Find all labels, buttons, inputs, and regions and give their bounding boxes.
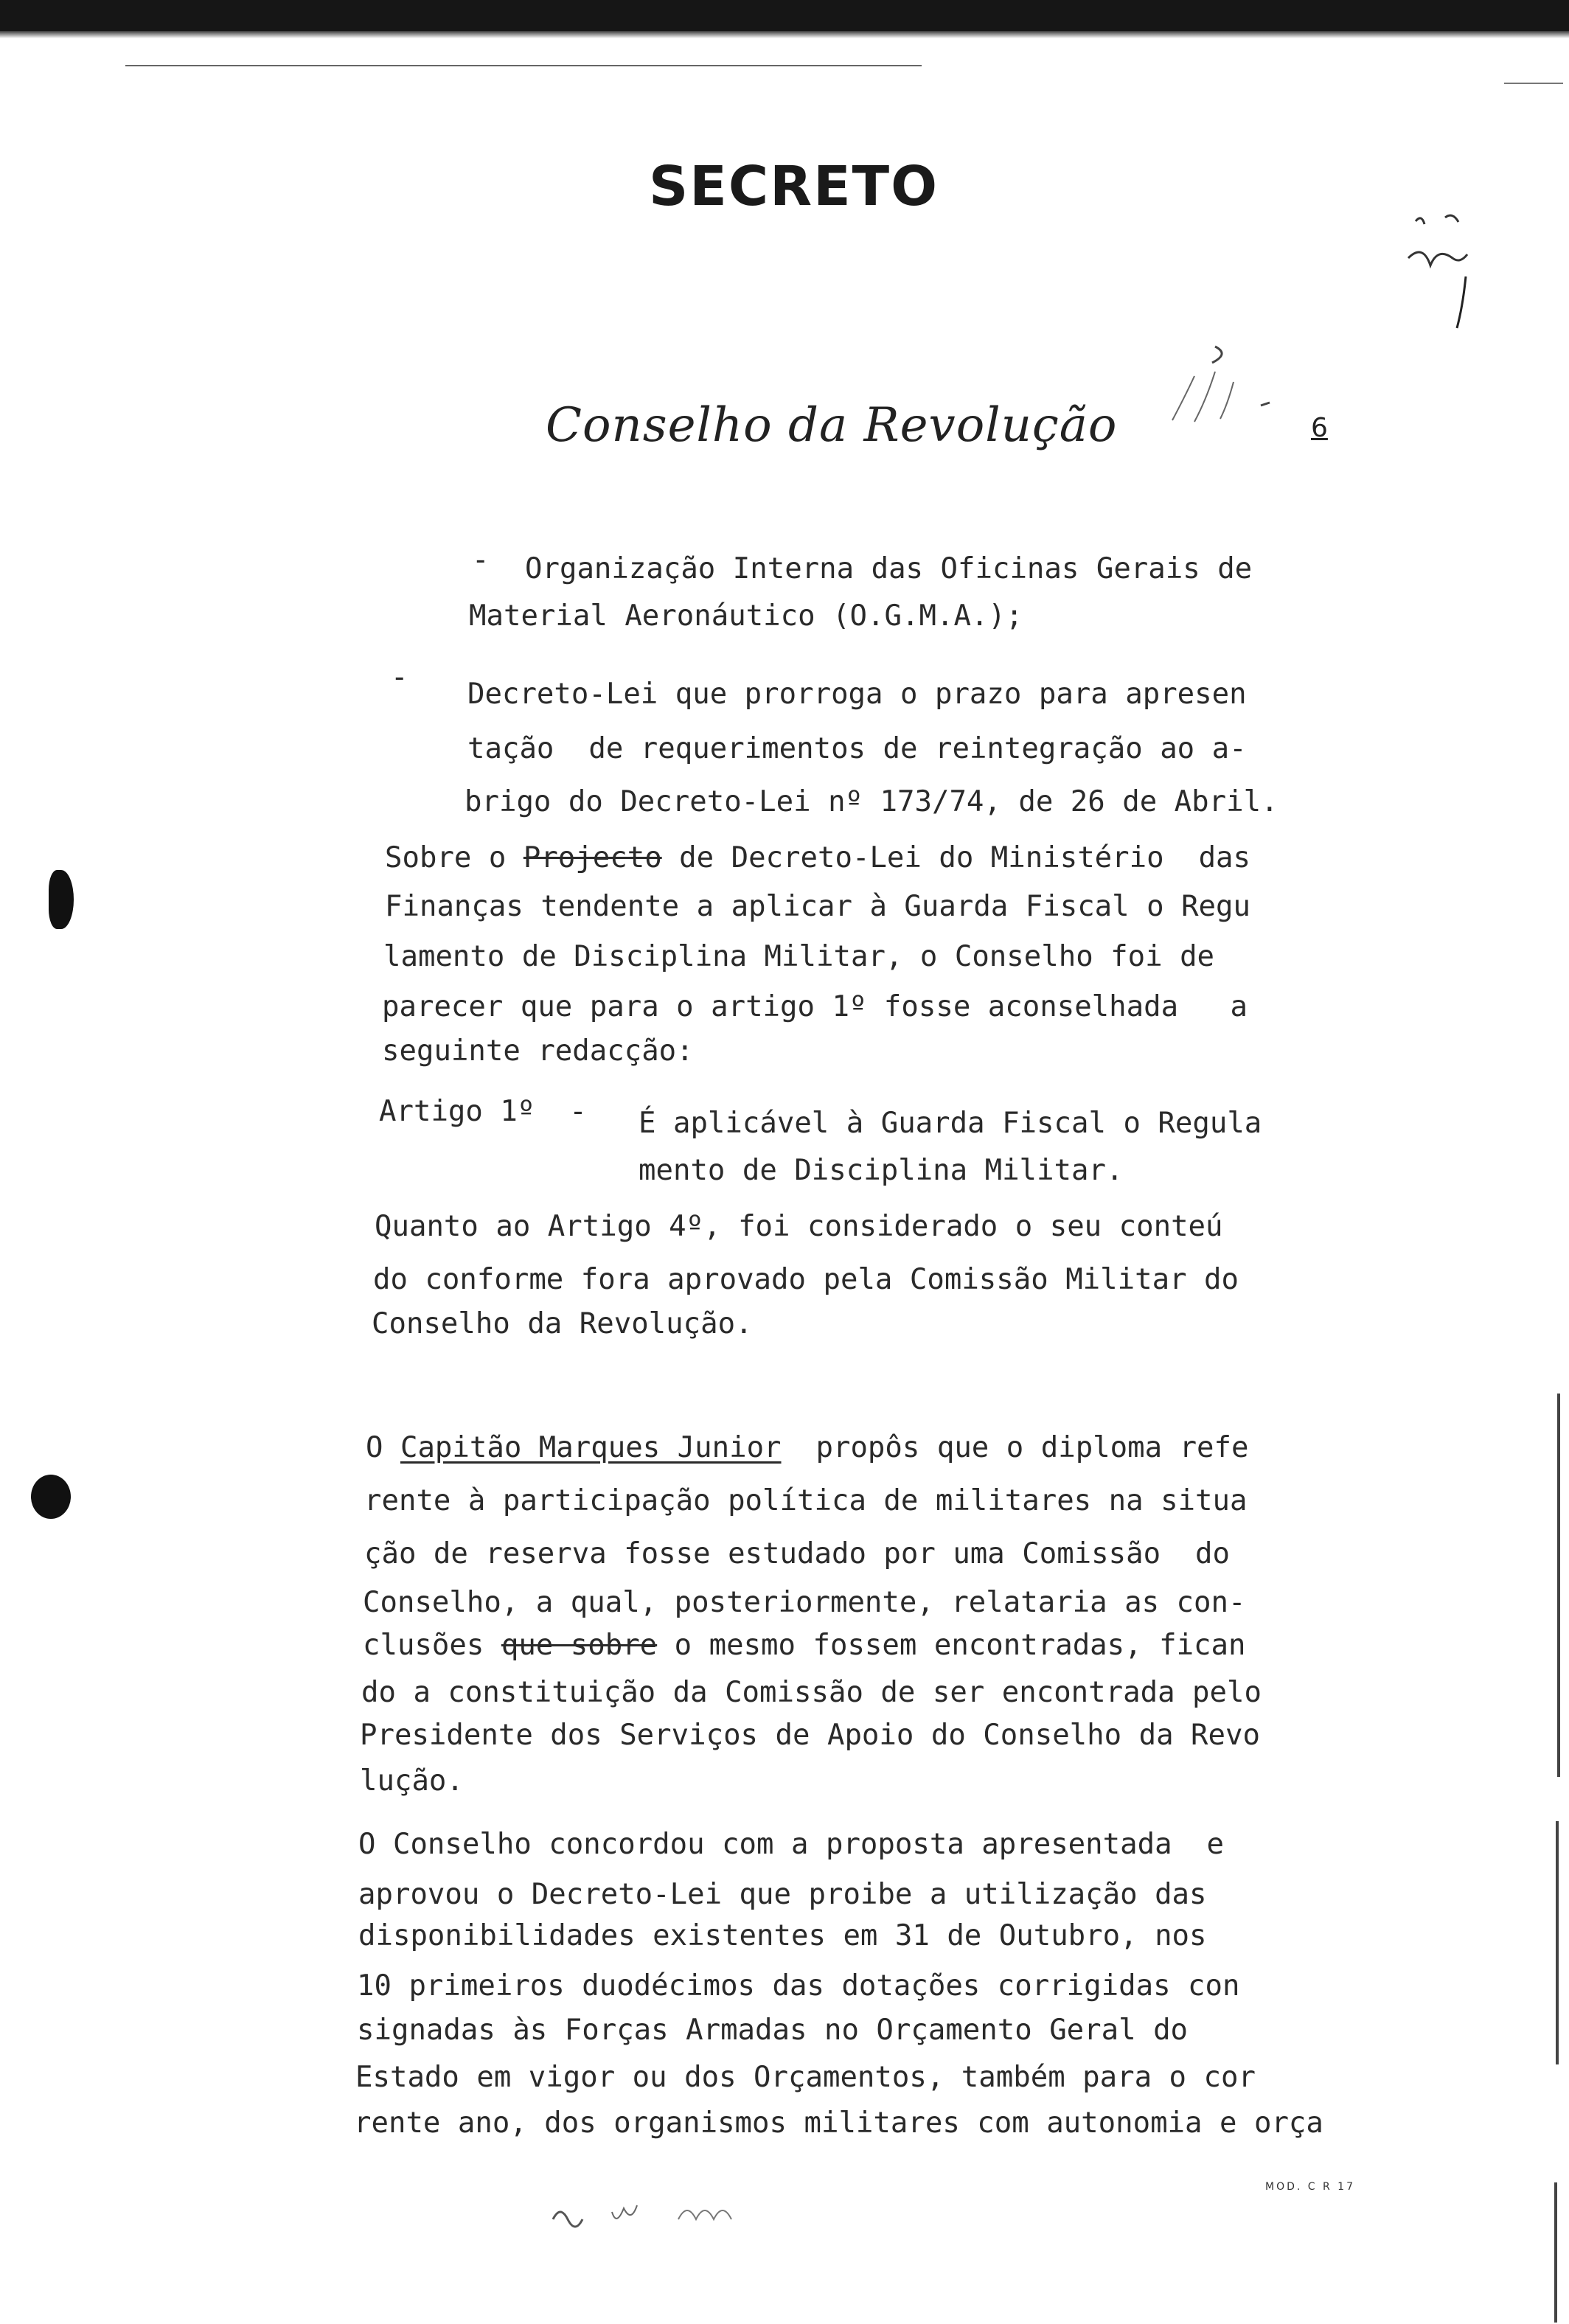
scan-top-edge [0,0,1569,31]
conselho-line-3: disponibilidades existentes em 31 de Outubro, nos [358,1919,1207,1952]
agenda-dash-2: - [391,661,408,694]
artigo-text-line-2: mento de Disciplina Militar. [639,1154,1124,1187]
handwritten-mark [1150,339,1283,435]
agenda-item-1-line-1: Organização Interna das Oficinas Gerais de [525,552,1253,585]
conselho-line-7: rente ano, dos organismos militares com autonomia e orça [354,2106,1323,2140]
projecto-line-1-pre: Sobre o [385,841,523,874]
capitao-name: Capitão Marques Junior [400,1431,782,1464]
form-code: MOD. C R 17 [1265,2181,1355,2193]
agenda-item-1-line-2: Material Aeronáutico (O.G.M.A.); [469,599,1023,633]
capitao-line-4: Conselho, a qual, posteriormente, relataria as con- [363,1586,1246,1619]
letterhead-title: Conselho da Revolução [546,398,1118,453]
agenda-item-2-line-3: brigo do Decreto-Lei nº 173/74, de 26 de Abril. [465,785,1278,818]
struck-phrase-que-sobre: que sobre [501,1629,658,1662]
artigo4-line-3: Conselho da Revolução. [372,1307,753,1340]
conselho-line-4: 10 primeiros duodécimos das dotações corrigidas con [357,1969,1240,2003]
projecto-line-5: seguinte redacção: [382,1034,694,1068]
projecto-line-1-post: de Decreto-Lei do Ministério das [661,841,1251,874]
footer-stamp-smudge [546,2190,782,2241]
scan-right-edge-3 [1554,2182,1557,2323]
agenda-dash-1: - [472,543,490,577]
capitao-line-1-post: propôs que o diploma refe [781,1431,1249,1464]
handwritten-initials [1394,206,1497,339]
capitao-line-1 [366,1430,1249,1466]
artigo4-line-2: do conforme fora aprovado pela Comissão Militar do [373,1263,1239,1296]
agenda-item-2-line-1: Decreto-Lei que prorroga o prazo para apresen [467,678,1247,711]
artigo-text-line-1: É aplicável à Guarda Fiscal o Regula [639,1107,1262,1140]
projecto-line-4: parecer que para o artigo 1º fosse aconselhada a [382,990,1248,1023]
scan-rule-left [125,65,922,66]
conselho-line-2: aprovou o Decreto-Lei que proibe a utilização das [358,1878,1207,1911]
classification-stamp: SECRETO [649,155,939,218]
punch-hole-bottom [31,1475,71,1519]
punch-hole-top [49,870,74,929]
capitao-line-3: ção de reserva fosse estudado por uma Comissão do [364,1537,1230,1570]
capitao-line-6: do a constituição da Comissão de ser encontrada pelo [361,1676,1262,1709]
scan-right-edge-2 [1556,1821,1559,2064]
agenda-item-2-line-2: tação de requerimentos de reintegração ao a- [467,732,1247,765]
struck-word-projecto: Projecto [523,841,662,874]
artigo-label: Artigo 1º - [379,1095,587,1128]
capitao-line-8: lução. [360,1764,464,1798]
artigo4-line-1: Quanto ao Artigo 4º, foi considerado o seu conteú [375,1210,1223,1243]
scan-rule-right [1504,83,1563,84]
capitao-line-5 [363,1628,1246,1663]
conselho-line-6: Estado em vigor ou dos Orçamentos, também para o cor [355,2061,1256,2094]
capitao-line-7: Presidente dos Serviços de Apoio do Conselho da Revo [360,1719,1260,1752]
projecto-line-1 [385,841,1250,876]
scan-right-edge-1 [1557,1394,1560,1777]
projecto-line-2: Finanças tendente a aplicar à Guarda Fiscal o Regu [385,890,1250,923]
capitao-line-2: rente à participação política de militares na situa [364,1484,1248,1517]
capitao-line-1-pre: O [366,1431,400,1464]
capitao-line-5-post: o mesmo fossem encontradas, fican [657,1629,1246,1662]
page-number: 6 [1311,413,1328,443]
conselho-line-1: O Conselho concordou com a proposta apresentada e [358,1828,1224,1861]
scan-top-edge-shadow [0,31,1569,38]
conselho-line-5: signadas às Forças Armadas no Orçamento Geral do [357,2014,1189,2047]
projecto-line-3: lamento de Disciplina Militar, o Conselho foi de [383,940,1215,973]
capitao-line-5-pre: clusões [363,1629,501,1662]
